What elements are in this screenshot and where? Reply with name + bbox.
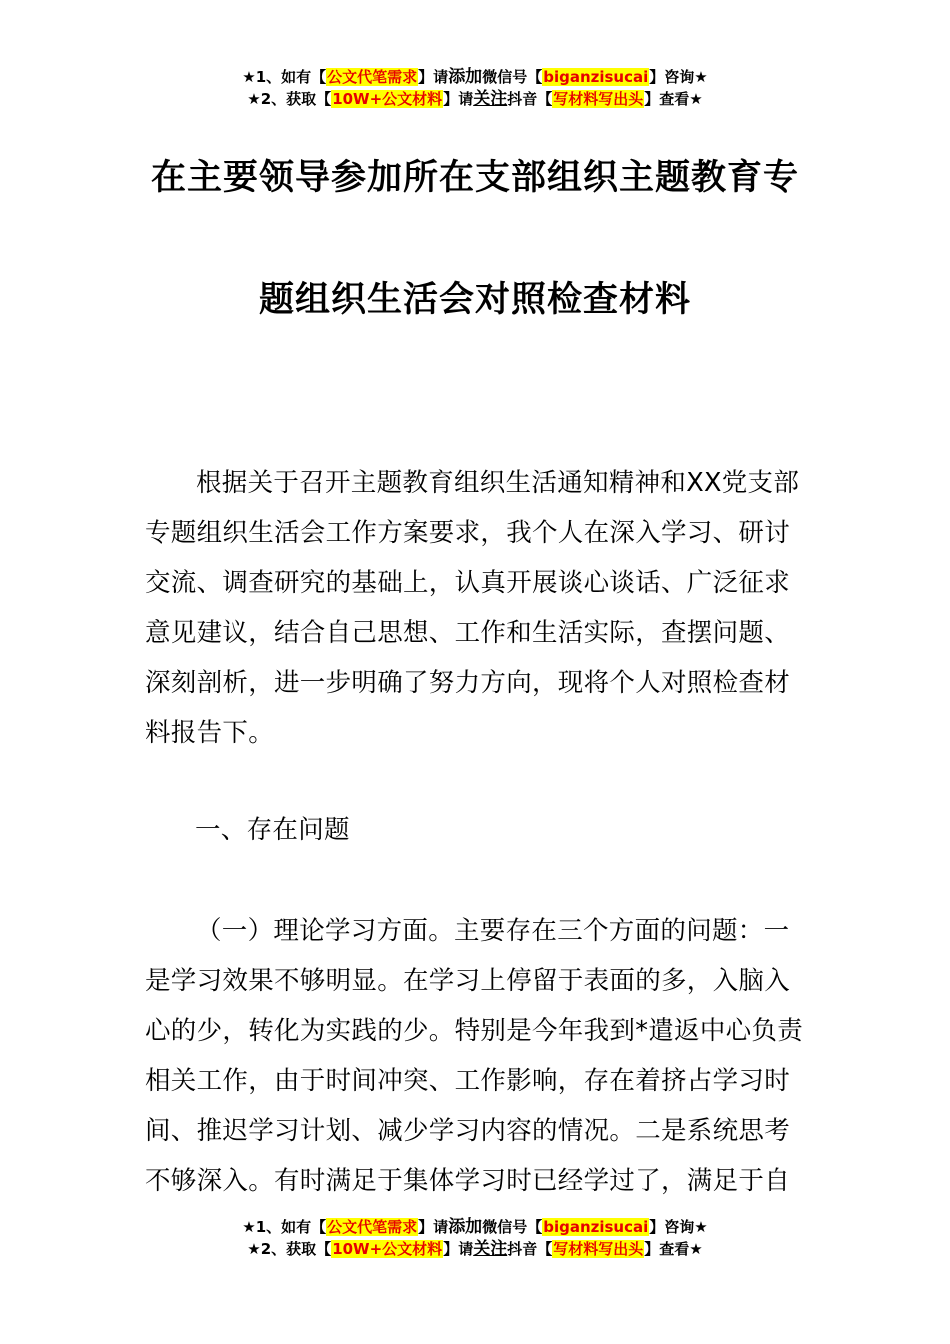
banner-highlight: 写材料写出头 (553, 1240, 644, 1258)
banner-line-1 (0, 1216, 950, 1238)
banner-text: ★1、如有【 (242, 1218, 327, 1236)
banner-text: 】查看★ (644, 1240, 703, 1258)
banner-text: 抖音【 (507, 90, 553, 108)
document-title-line-1: 在主要领导参加所在支部组织主题教育专 (150, 158, 799, 198)
banner-text: 微信号【 (482, 68, 543, 86)
banner-emphasis: 关注 (473, 89, 508, 109)
section-heading: 一、存在问题 (195, 815, 350, 845)
banner-highlight: biganzisucai (543, 68, 649, 86)
banner-highlight: 公文代笔需求 (327, 1218, 418, 1236)
banner-highlight: biganzisucai (543, 1218, 649, 1236)
banner-text: ★2、获取【 (247, 1240, 332, 1258)
banner-text: 】请 (418, 1218, 449, 1236)
banner-text: 】咨询★ (649, 68, 708, 86)
document-title-line-2: 题组织生活会对照检查材料 (258, 280, 691, 320)
banner-highlight: 10W+公文材料 (332, 90, 443, 108)
intro-paragraph: 根据关于召开主题教育组织生活通知精神和XX党支部专题组织生活会工作方案要求，我个人在深入学习、研讨交流、调查研究的基础上，认真开展谈心谈话、广泛征求意见建议，结合自己思想、工作和生活实际，查摆问题、深刻剖析，进一步明确了努力方向，现将个人对照检查材料报告下。 (145, 468, 800, 748)
banner-text: ★1、如有【 (242, 68, 327, 86)
banner-emphasis: 关注 (473, 1239, 508, 1259)
banner-text: 】请 (443, 90, 474, 108)
banner-emphasis: 添加 (448, 67, 483, 87)
banner-highlight: 写材料写出头 (553, 90, 644, 108)
banner-text: 】咨询★ (649, 1218, 708, 1236)
banner-text: 】请 (443, 1240, 474, 1258)
banner-text: 微信号【 (482, 1218, 543, 1236)
theory-study-paragraph: （一）理论学习方面。主要存在三个方面的问题：一是学习效果不够明显。在学习上停留于表面的多，入脑入心的少，转化为实践的少。特别是今年我到*遣返中心负责相关工作，由于时间冲突、工作影响，存在着挤占学习时间、推迟学习计划、减少学习内容的情况。二是系统思考不够深入。有时满足于集体学习时已经学过了，满足于自 (145, 916, 804, 1196)
banner-highlight: 10W+公文材料 (332, 1240, 443, 1258)
banner-line-2 (0, 1238, 950, 1260)
bottom-banner (0, 1216, 950, 1260)
banner-line-2 (0, 88, 950, 110)
banner-text: 】请 (418, 68, 449, 86)
banner-emphasis: 添加 (448, 1217, 483, 1237)
banner-highlight: 公文代笔需求 (327, 68, 418, 86)
banner-text: ★2、获取【 (247, 90, 332, 108)
top-banner (0, 66, 950, 110)
banner-line-1 (0, 66, 950, 88)
banner-text: 】查看★ (644, 90, 703, 108)
banner-text: 抖音【 (507, 1240, 553, 1258)
